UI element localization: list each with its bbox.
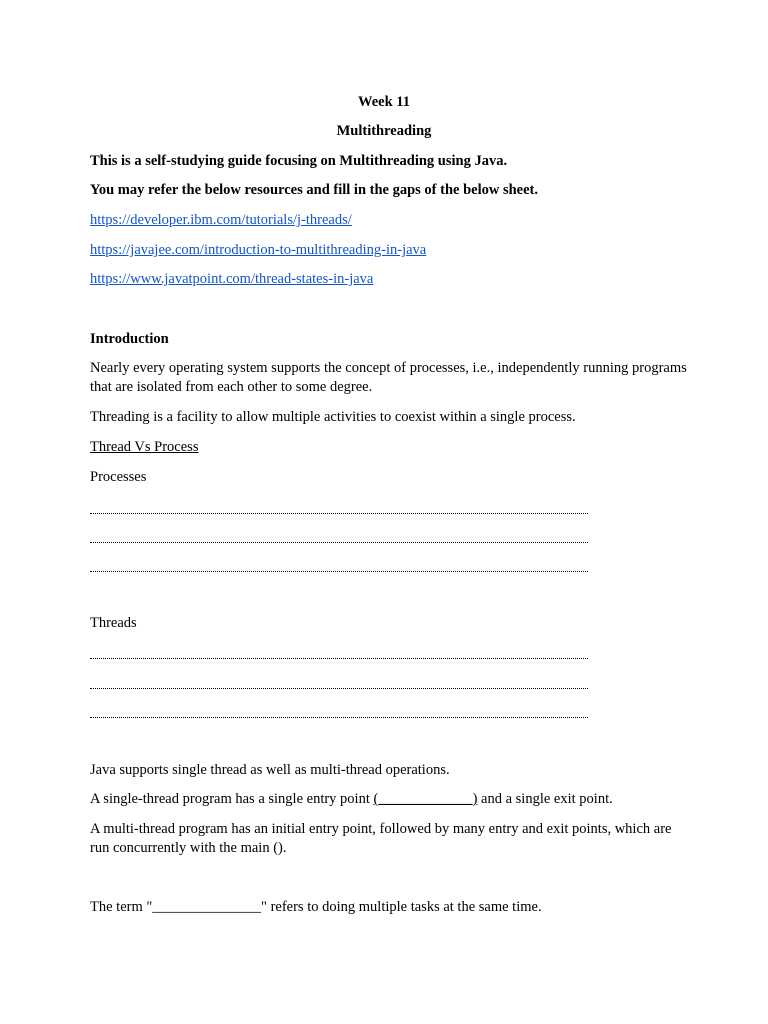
introduction-heading: Introduction — [90, 331, 169, 347]
threads-label: Threads — [90, 615, 137, 631]
multitasking-term-sentence: The term "_______________" refers to doing multiple tasks at the same time. — [90, 899, 542, 915]
resource-link-javajee[interactable]: https://javajee.com/introduction-to-multithreading-in-java — [90, 242, 427, 258]
processes-answer-line[interactable] — [90, 513, 588, 514]
multi-thread-paragraph: A multi-thread program has an initial entry point, followed by many entry and exit points, which are run concurrently with the main (). — [90, 821, 672, 856]
threading-paragraph: Threading is a facility to allow multiple activities to coexist within a single process. — [90, 409, 576, 425]
single-thread-sentence — [90, 790, 613, 809]
processes-label: Processes — [90, 469, 147, 485]
processes-answer-line[interactable] — [90, 542, 588, 543]
resource-link-ibm[interactable]: https://developer.ibm.com/tutorials/j-threads/ — [90, 212, 352, 228]
guide-description: This is a self-studying guide focusing on Multithreading using Java. — [90, 153, 508, 169]
threads-answer-line[interactable] — [90, 658, 588, 659]
processes-paragraph: Nearly every operating system supports the concept of processes, i.e., independently running programs that are isolated from each other to some degree. — [90, 360, 687, 395]
java-support-text: Java supports single thread as well as multi-thread operations. — [90, 762, 450, 778]
topic-heading: Multithreading — [336, 123, 432, 139]
thread-vs-process-heading: Thread Vs Process — [90, 439, 199, 455]
resources-instruction: You may refer the below resources and fill in the gaps of the below sheet. — [90, 182, 538, 198]
single-thread-text-end: and a single exit point. — [477, 791, 613, 807]
threads-answer-line[interactable] — [90, 717, 588, 718]
threads-answer-line[interactable] — [90, 688, 588, 689]
resource-link-javatpoint[interactable]: https://www.javatpoint.com/thread-states-in-java — [90, 271, 374, 287]
entry-point-blank[interactable]: (_____________) — [373, 791, 478, 807]
week-heading: Week 11 — [358, 94, 410, 110]
single-thread-text-start: A single-thread program has a single entry point — [90, 791, 374, 807]
processes-answer-line[interactable] — [90, 571, 588, 572]
